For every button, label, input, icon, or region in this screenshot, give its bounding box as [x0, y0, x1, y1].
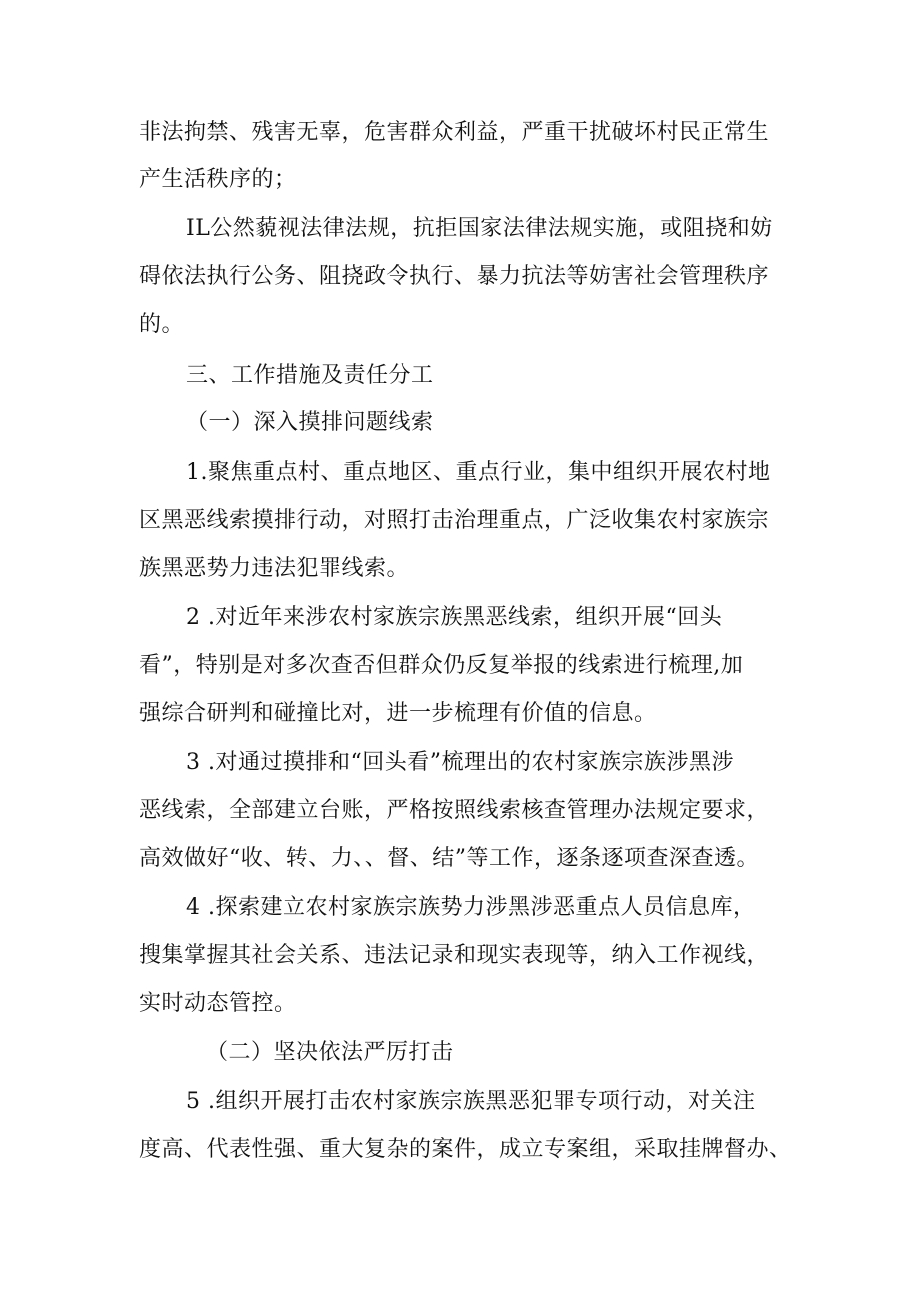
paragraph-line: 实时动态管控。 — [139, 991, 297, 1016]
paragraph-line: 碍依法执行公务、阻挠政令执行、暴力抗法等妨害社会管理秩序 — [139, 264, 770, 289]
paragraph-line: 5 .组织开展打击农村家族宗族黑恶犯罪专项行动，对关注 — [186, 1089, 756, 1114]
section-heading: 三、工作措施及责任分工 — [186, 363, 434, 388]
subsection-heading: （二）坚决依法严厉打击 — [206, 1040, 454, 1065]
paragraph-line: 看”，特别是对多次查否但群众仍反复举报的线索进行梳理,加 — [139, 653, 744, 678]
paragraph-line: 的。 — [139, 312, 185, 337]
paragraph-line: 族黑恶势力违法犯罪线索。 — [139, 556, 410, 581]
paragraph-line: 强综合研判和碰撞比对，进一步梳理有价值的信息。 — [139, 701, 657, 726]
paragraph-line: 搜集掌握其社会关系、违法记录和现实表现等，纳入工作视线， — [139, 943, 770, 968]
paragraph-line: 4 .探索建立农村家族宗族势力涉黑涉恶重点人员信息库， — [186, 895, 756, 920]
paragraph-line: 恶线索，全部建立台账，严格按照线索核查管理办法规定要求， — [139, 798, 770, 823]
paragraph-line: 高效做好“收、转、力、、督、结”等工作，逐条逐项查深查透。 — [139, 846, 759, 871]
paragraph-line: 1.聚焦重点村、重点地区、重点行业，集中组织开展农村地 — [186, 460, 771, 485]
paragraph-line: 产生活秩序的； — [139, 167, 297, 192]
paragraph-line: IL公然藐视法律法规，抗拒国家法律法规实施，或阻挠和妨 — [186, 216, 773, 241]
paragraph-line: 区黑恶线索摸排行动，对照打击治理重点，广泛收集农村家族宗 — [139, 508, 770, 533]
paragraph-line: 非法拘禁、残害无辜，危害群众利益，严重干扰破坏村民正常生 — [139, 120, 770, 145]
paragraph-line: 度高、代表性强、重大复杂的案件，成立专案组，采取挂牌督办、 — [139, 1137, 792, 1162]
paragraph-line: 2 .对近年来涉农村家族宗族黑恶线索，组织开展“回头 — [186, 605, 723, 630]
paragraph-line: 3 .对通过摸排和“回头看”梳理出的农村家族宗族涉黑涉 — [186, 750, 734, 775]
subsection-heading: （一）深入摸排问题线索 — [186, 410, 434, 435]
